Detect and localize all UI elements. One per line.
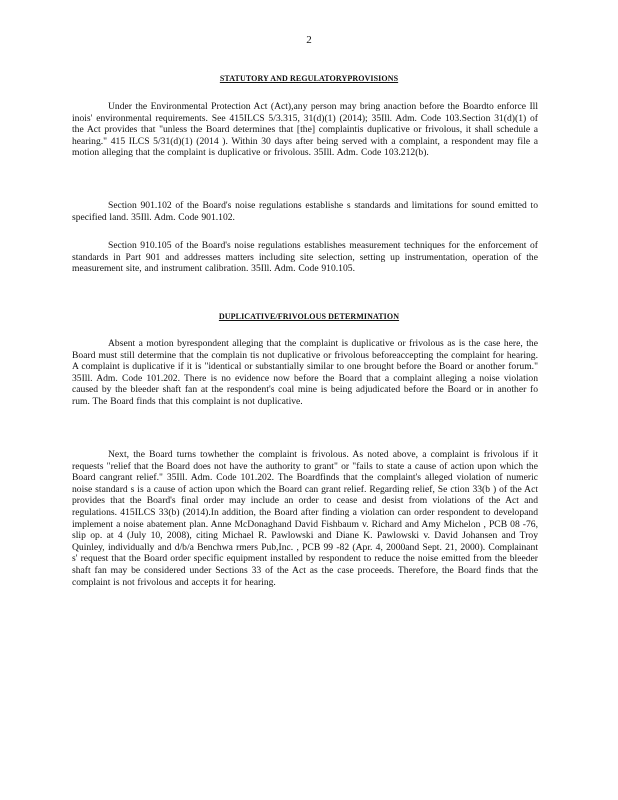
paragraph-section-910-105: Section 910.105 of the Board's noise regulations establishes measurement techniques for the enforcement of standards in Part 901 and addresses matters including site selection, setting up instrumentation, operation of the measurement site, and instrument calibration. 35Ill. Adm. Code 910.105. [72,240,538,275]
paragraph-section-901-102: Section 901.102 of the Board's noise regulations establishe s standards and limitations for sound emitted to specified land. 35Ill. Adm. Code 901.102. [72,200,538,223]
section-heading-statutory: STATUTORY AND REGULATORYPROVISIONS [219,74,399,83]
paragraph-frivolous-determination: Next, the Board turns towhether the complaint is frivolous. As noted above, a complaint is frivolous if it requests "relief that the Board does not have the authority to grant" or "fails to state a cause of action upon which the Board cangrant relief." 35Ill. Adm. Code 101.202. The Boardfinds that the complaint's alleged violation of numeric noise standard s is a cause of action upon which the Board can grant relief. Regarding relief, Se ction 33(b ) of the Act provides that the Board's final order may include an order to cease and desist from violations of the Act and regulations. 415ILCS 33(b) (2014).In addition, the Board after finding a violation can order respondent to developand implement a noise abatement plan. Anne McDonaghand David Fishbaum v. Richard and Amy Michelon , PCB 08 -76, slip op. at 4 (July 10, 2008), citing Michael R. Pawlowski and Diane K. Pawlowski v. David Johansen and Troy Quinley, individually and d/b/a Benchwa rmers Pub,Inc. , PCB 99 -82 (Apr. 4, 2000and Sept. 21, 2000). Complainant s' request that the Board order specific equipment installed by respondent to reduce the noise emitted from the bleeder shaft fan may be considered under Sections 33 of the Act as the case proceeds. Therefore, the Board finds that the complaint is not frivolous and accepts it for hearing. [72,449,538,588]
paragraph-duplicative-determination: Absent a motion byrespondent alleging that the complaint is duplicative or frivolous as is the case here, the Board must still determine that the complain tis not duplicative or frivolous beforeaccepting the complaint for hearing. A complaint is duplicative if it is "identical or substantially similar to one brought before the Board or another forum." 35Ill. Adm. Code 101.202. There is no evidence now before the Board that a complaint alleging a noise violation caused by the bleeder shaft fan at the respondent's coal mine is being adjudicated before the Board or in another fo rum. The Board finds that this complaint is not duplicative. [72,338,538,407]
page-number: 2 [306,34,312,46]
paragraph-environmental-protection-act: Under the Environmental Protection Act (Act),any person may bring anaction before the Boardto enforce Ill inois' environmental requirements. See 415ILCS 5/3.315, 31(d)(1) (2014); 35Ill. Adm. Code 103.Section 31(d)(1) of the Act provides that "unless the Board determines that [the] complaintis duplicative or frivolous, it shall schedule a hearing." 415 ILCS 5/31(d)(1) (2014 ). Within 30 days after being served with a complaint, a respondent may file a motion alleging that the complaint is duplicative or frivolous. 35Ill. Adm. Code 103.212(b). [72,101,538,159]
section-heading-duplicative-frivolous: DUPLICATIVE/FRIVOLOUS DETERMINATION [218,312,400,321]
